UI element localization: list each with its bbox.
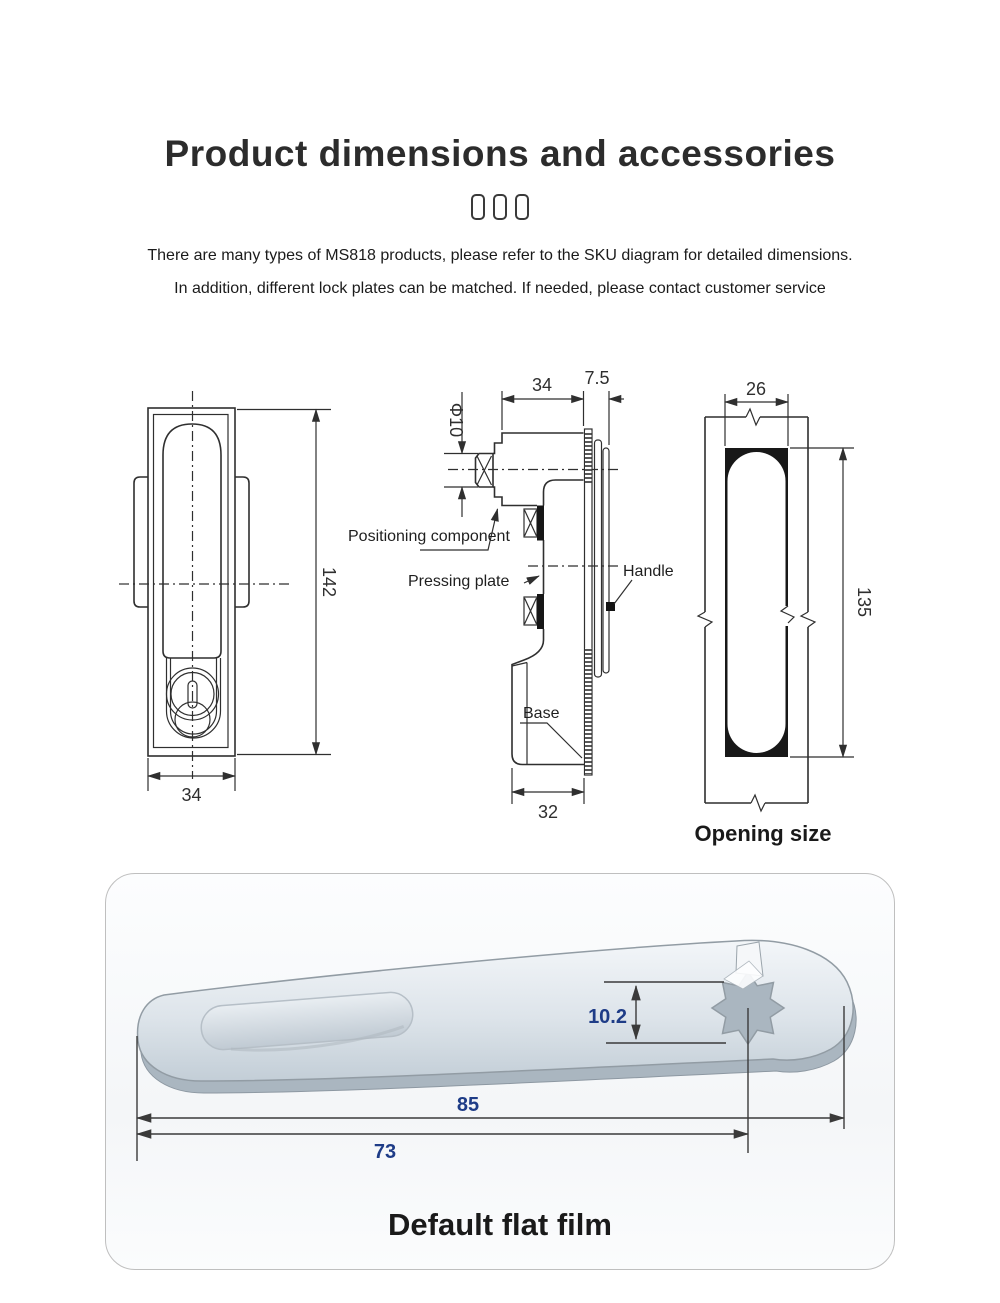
dim-hole-distance-73: 73 bbox=[373, 1141, 397, 1163]
pressing-plate-screw-bottom bbox=[524, 594, 544, 629]
left-tab bbox=[134, 477, 148, 607]
label-handle: Handle bbox=[623, 563, 674, 580]
dim-top-34: 34 bbox=[531, 375, 553, 395]
opening-size-drawing bbox=[695, 379, 874, 846]
handle-pointer-dot bbox=[606, 602, 615, 611]
decoration-box-icon bbox=[493, 194, 507, 220]
flat-film-card bbox=[105, 873, 895, 1270]
handle-side bbox=[585, 429, 616, 775]
dim-top-7-5: 7.5 bbox=[584, 368, 610, 388]
page-title: Product dimensions and accessories bbox=[164, 133, 836, 174]
decoration-box-icon bbox=[515, 194, 529, 220]
side-view-drawing bbox=[348, 368, 674, 822]
flat-film-caption: Default flat film bbox=[388, 1207, 612, 1242]
label-positioning-component: Positioning component bbox=[348, 528, 510, 545]
dim-hole-10-2: 10.2 bbox=[588, 1006, 627, 1028]
dim-height-142: 142 bbox=[319, 566, 339, 598]
dim-opening-width-26: 26 bbox=[745, 379, 767, 399]
opening-size-caption: Opening size bbox=[694, 821, 832, 846]
intro-text-line2: In addition, different lock plates can be matched. If needed, please contact customer service bbox=[174, 280, 826, 297]
right-tab bbox=[235, 477, 249, 607]
front-view-drawing bbox=[119, 391, 339, 805]
decoration-box-icon bbox=[471, 194, 485, 220]
pressing-plate-screw-top bbox=[524, 506, 544, 541]
dim-width-34: 34 bbox=[181, 785, 202, 805]
label-base: Base bbox=[523, 705, 560, 722]
intro-text-line1: There are many types of MS818 products, please refer to the SKU diagram for detailed dimensions. bbox=[147, 247, 853, 264]
decoration-icons bbox=[0, 194, 1000, 220]
dim-total-85: 85 bbox=[456, 1094, 480, 1116]
dim-shaft-dia: Φ10 bbox=[446, 402, 466, 438]
dim-bottom-32: 32 bbox=[537, 802, 559, 822]
technical-drawings bbox=[0, 350, 1000, 870]
label-pressing-plate: Pressing plate bbox=[408, 573, 510, 590]
dim-opening-height-135: 135 bbox=[854, 586, 874, 618]
